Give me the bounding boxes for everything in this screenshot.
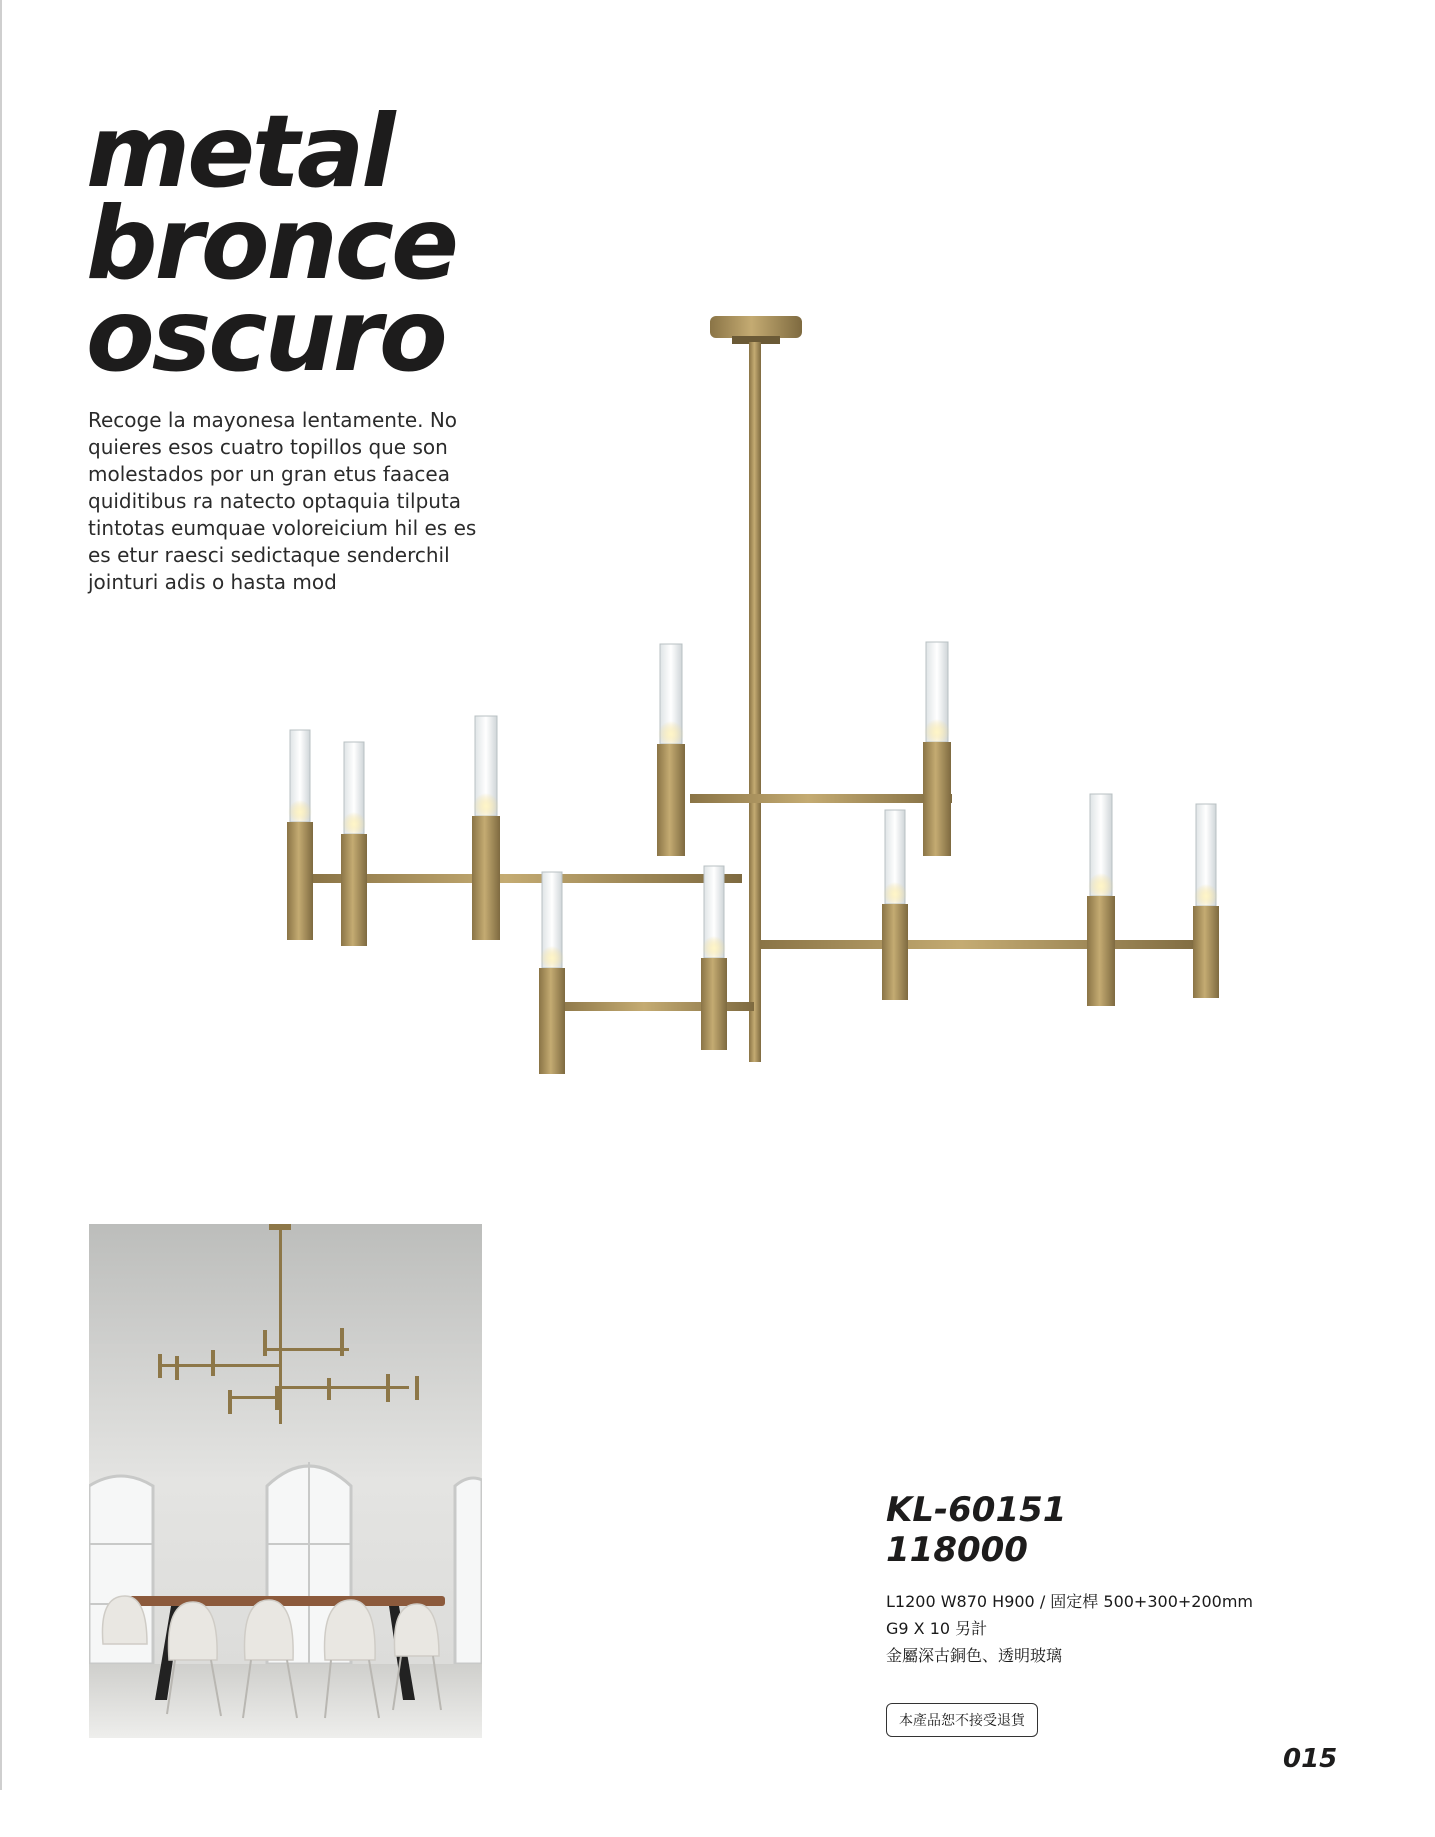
page-number: 015 <box>1283 1744 1338 1774</box>
product-header <box>886 1490 1066 1570</box>
title-line-1: metal <box>86 93 393 210</box>
product-specs <box>886 1588 1253 1669</box>
title-line-3: oscuro <box>86 277 445 394</box>
spec-dimensions: L1200 W870 H900 / 固定桿 500+300+200mm <box>886 1592 1253 1611</box>
left-edge-rule <box>0 0 2 1790</box>
no-return-notice-badge: 本產品恕不接受退貨 <box>886 1703 1038 1737</box>
chandelier-image <box>270 300 1230 1080</box>
intro-paragraph: Recoge la mayonesa lentamente. No quieres esos cuatro topillos que son molestados por un gran etus faacea quiditibus ra natecto optaquia tilputa tintotas eumquae voloreicium hil es es es etur raesci sedictaque senderchil jointuri adis o hasta mod <box>88 408 477 594</box>
model-number: KL-60151 <box>886 1490 1067 1530</box>
spec-bulbs: G9 X 10 另計 <box>886 1619 988 1638</box>
room-scene-image <box>89 1224 482 1738</box>
title-line-2: bronce <box>86 185 456 302</box>
price: 118000 <box>886 1530 1028 1570</box>
spec-material: 金屬深古銅色、透明玻璃 <box>886 1646 1063 1665</box>
